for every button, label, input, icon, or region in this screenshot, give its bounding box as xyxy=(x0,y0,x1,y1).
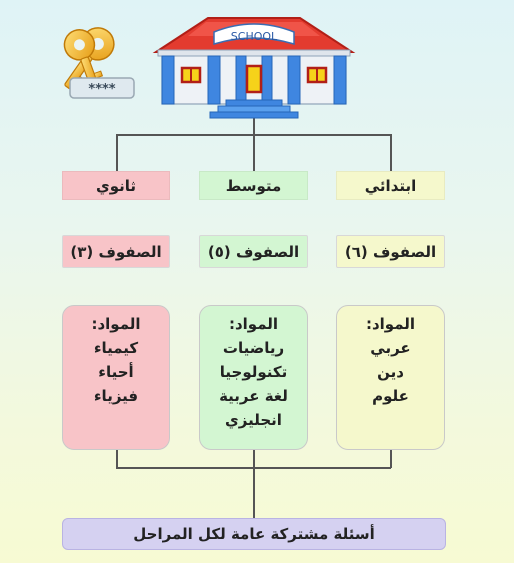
subjects-primary-card xyxy=(336,305,445,450)
connector-bottom-middle xyxy=(253,450,255,468)
subject-item: أحياء xyxy=(98,363,134,381)
school-sign: SCHOOL xyxy=(230,30,278,43)
subject-item: عربي xyxy=(370,339,411,357)
school-building-icon xyxy=(148,10,360,120)
subject-item: كيمياء xyxy=(93,339,139,357)
subject-item: فيزياء xyxy=(93,387,139,405)
subject-item: لغة عربية xyxy=(219,387,288,405)
subject-item: علوم xyxy=(372,387,409,405)
subject-item: تكنولوجيا xyxy=(219,363,288,381)
connector-top-right xyxy=(390,134,392,171)
password-mask: **** xyxy=(88,82,116,97)
keys-password-icon xyxy=(60,18,155,108)
grades-primary: الصفوف (٦) xyxy=(336,235,445,268)
stage-primary-header: ابتدائي xyxy=(336,171,445,200)
grades-middle: الصفوف (٥) xyxy=(199,235,308,268)
common-questions-button[interactable]: أسئلة مشتركة عامة لكل المراحل xyxy=(62,518,446,550)
connector-bottom-right xyxy=(390,450,392,468)
subjects-title: المواد: xyxy=(365,315,416,333)
subjects-secondary-card xyxy=(62,305,170,450)
subjects-middle-card xyxy=(199,305,308,450)
stage-secondary-header: ثانوي xyxy=(62,171,170,200)
connector-school-down xyxy=(253,118,255,135)
connector-top-left xyxy=(116,134,118,171)
subject-item: انجليزي xyxy=(225,411,282,429)
subjects-title: المواد: xyxy=(228,315,279,333)
connector-footer xyxy=(253,467,255,519)
stage-middle-header: متوسط xyxy=(199,171,308,200)
connector-bottom-left xyxy=(116,450,118,468)
subject-item: دين xyxy=(377,363,404,381)
connector-top-middle xyxy=(253,134,255,171)
grades-secondary: الصفوف (٣) xyxy=(62,235,170,268)
subjects-title: المواد: xyxy=(91,315,141,333)
subject-item: رياضيات xyxy=(222,339,285,357)
